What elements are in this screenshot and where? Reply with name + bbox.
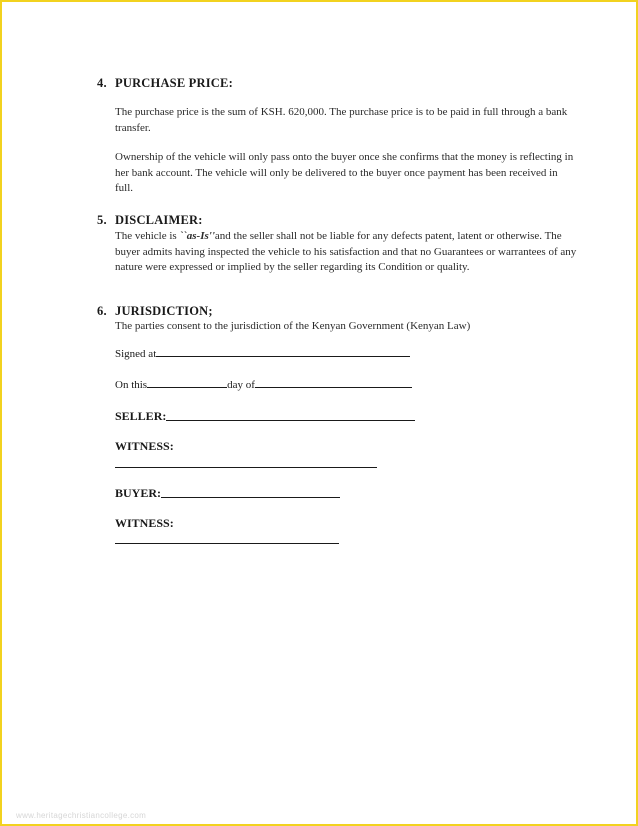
month-line[interactable] [255,386,412,388]
section-number: 5. [97,213,107,227]
witness-2-signature-line[interactable] [115,543,339,544]
buyer-signature-line[interactable] [161,496,340,498]
witness-1-label: WITNESS: [115,439,174,453]
signed-at-row [115,348,410,360]
section-heading [97,76,577,91]
signed-at-label: Signed at [115,348,157,360]
section-title: PURCHASE PRICE: [115,76,233,90]
witness-2-label: WITNESS: [115,516,174,530]
seller-label: SELLER: [115,409,167,423]
buyer-label: BUYER: [115,486,162,500]
disclaimer-text-pre: The vehicle is [115,230,180,242]
disclaimer-paragraph [115,229,577,276]
signed-at-line[interactable] [156,355,410,357]
section-jurisdiction [97,304,577,335]
day-line[interactable] [147,386,227,388]
section-number: 4. [97,76,107,90]
section-disclaimer [97,213,577,276]
witness-1-signature-line[interactable] [115,467,377,468]
day-of-label: day of [227,379,255,391]
buyer-row [115,486,340,501]
seller-signature-line[interactable] [166,419,415,421]
jurisdiction-paragraph: The parties consent to the jurisdiction of the Kenyan Government (Kenyan Law) [115,320,471,332]
witness-2-row [115,516,174,531]
section-title: DISCLAIMER: [115,213,203,227]
section-title: JURISDICTION; [115,304,213,318]
section-number: 6. [97,304,107,318]
section-heading [97,304,577,319]
section-purchase-price [97,76,577,197]
disclaimer-text-post: and the seller shall not be liable for any defects patent, latent or otherwise. The buyer admits having inspected the vehicle to his satisfaction and that no Guarantees or warrantees of any nature were expressed or implied by the seller regarding its Condition or quality. [115,230,577,273]
purchase-price-paragraph: The purchase price is the sum of KSH. 620,000. The purchase price is to be paid in full through a bank transfer. [115,106,568,134]
seller-row [115,409,415,424]
date-row [115,379,412,391]
on-this-label: On this [115,379,148,391]
watermark-text: www.heritagechristiancollege.com [16,811,147,820]
as-is-emphasis: ``as-Is'' [179,230,215,242]
witness-1-row [115,439,174,454]
section-heading [97,213,577,228]
ownership-paragraph: Ownership of the vehicle will only pass onto the buyer once she confirms that the money is reflecting in her bank account. The vehicle will only be delivered to the buyer once payment has been received in full. [115,151,574,194]
